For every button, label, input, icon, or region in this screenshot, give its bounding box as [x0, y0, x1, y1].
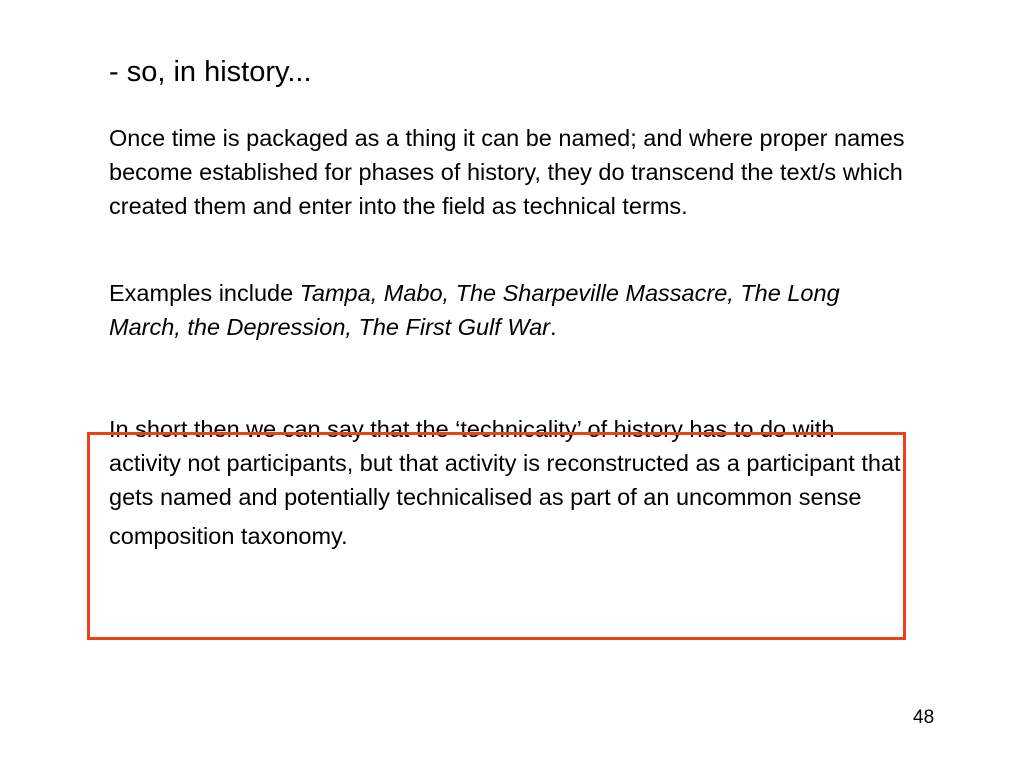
slide-title: - so, in history...: [109, 56, 312, 88]
summary-last-line: composition taxonomy.: [109, 523, 348, 549]
paragraph-examples: [109, 276, 909, 344]
paragraph-named-time: Once time is packaged as a thing it can be named; and where proper names become established for phases of history, they do transcend the text/s which created them and enter into the field as technical terms.: [109, 125, 905, 219]
examples-lead: Examples include: [109, 280, 300, 306]
summary-main-text: In short then we can say that the ‘technicality’ of history has to do with activity not participants, but that activity is reconstructed as a participant that gets named and potentially technicalised as part of an uncommon sense: [109, 416, 901, 510]
paragraph-technicality-summary: [109, 412, 909, 553]
page-number: 48: [913, 707, 935, 728]
examples-list: Tampa, Mabo, The Sharpeville Massacre, The Long March, the Depression, The First Gulf War: [109, 280, 840, 340]
examples-end: .: [549, 314, 557, 340]
